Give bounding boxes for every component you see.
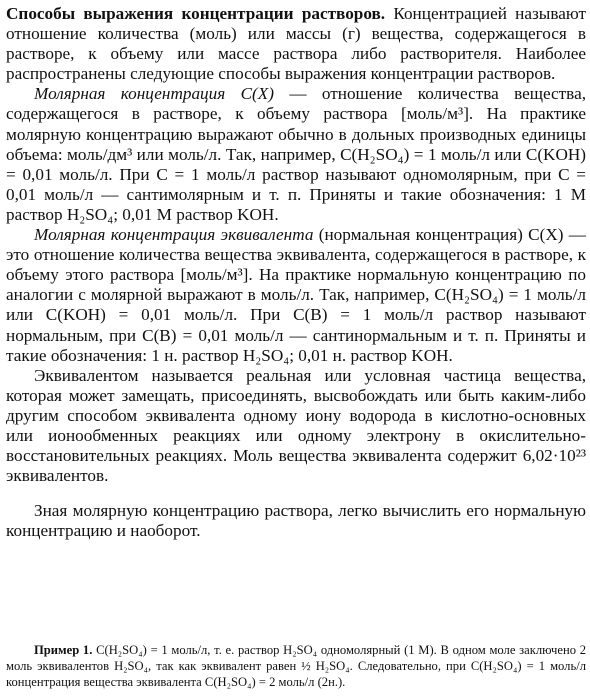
paragraph-text: Зная молярную концентрацию раствора, легко вычислить его нормальную концентрацию и наоборот.: [6, 501, 586, 541]
example-label: Пример 1.: [34, 642, 93, 657]
paragraph-equivalent-definition: [6, 366, 586, 487]
term-molar-concentration: Молярная концентрация C(X): [34, 84, 274, 104]
paragraph-normal-concentration: [6, 225, 586, 366]
example-text: C(H₂SO₄) = 1 моль/л, т. е. раствор H₂SO₄ одномолярный (1 M). В одном моле заключено 2 моль эквивалентов H₂SO₄, так как эквивалент равен ½ H₂SO₄. Следовательно, при C(H₂SO₄) = 1 моль/л концентрация вещества эквивалента C(H₂SO₄) = 2 моль/л (2н.).: [6, 642, 586, 690]
paragraph-concentration-methods: [6, 4, 586, 84]
section-heading: Способы выражения концентрации растворов.: [6, 4, 386, 23]
paragraph-text: Концентрацией называют отношение количества (моль) или массы (г) вещества, содержащегося в растворе, к объему или массе раствора либо растворителя. Наиболее распространены следующие способы выражения концентрации растворов.: [6, 4, 586, 84]
paragraph-gap: [6, 486, 586, 501]
paragraph-text: — отношение количества вещества, содержащегося в растворе, к объему раствора [моль/м³]. На практике молярную концентрацию выражают обычно в дольных производных единицы объема: моль/дм³ или моль/л. Так, например, C(H₂SO₄) = 1 моль/л или C(KOH) = 0,01 моль/л. При C = 1 моль/л раствор называют одномолярным, при C = 0,01 моль/л — сантимолярным и т. п. Приняты и такие обозначения: 1 M раствор H₂SO₄; 0,01 M раствор KOH.: [6, 84, 586, 224]
paragraph-text: Эквивалентом называется реальная или условная частица вещества, которая может замещать, присоединять, высвобождать или быть каким-либо другим способом эквивалента одному иону водорода в кислотно-основных или ионообменных реакциях или одному электрону в окислительно-восстановительных реакциях. Моль вещества эквивалента содержит 6,02·10²³ эквивалентов.: [6, 365, 586, 486]
paragraph-conversion-note: [6, 501, 586, 541]
term-equivalent-concentration: Молярная концентрация эквивалента: [34, 225, 314, 245]
paragraph-molar-concentration: [6, 84, 586, 225]
example-block: [6, 642, 586, 691]
paragraph-text: (нормальная концентрация) C(X) — это отношение количества вещества эквивалента, содержащегося в растворе, к объему этого раствора [моль/м³]. На практике нормальную концентрацию по аналогии с молярной выражают в моль/л. Так, например, C(H₂SO₄) = 1 моль/л или C(KOH) = 0,01 моль/л. При C(B) = 1 моль/л раствор называют нормальным, при C(B) = 0,01 моль/л — сантинормальным и т. п. Приняты и такие обозначения: 1 н. раствор H₂SO₄; 0,01 н. раствор KOH.: [6, 225, 586, 365]
